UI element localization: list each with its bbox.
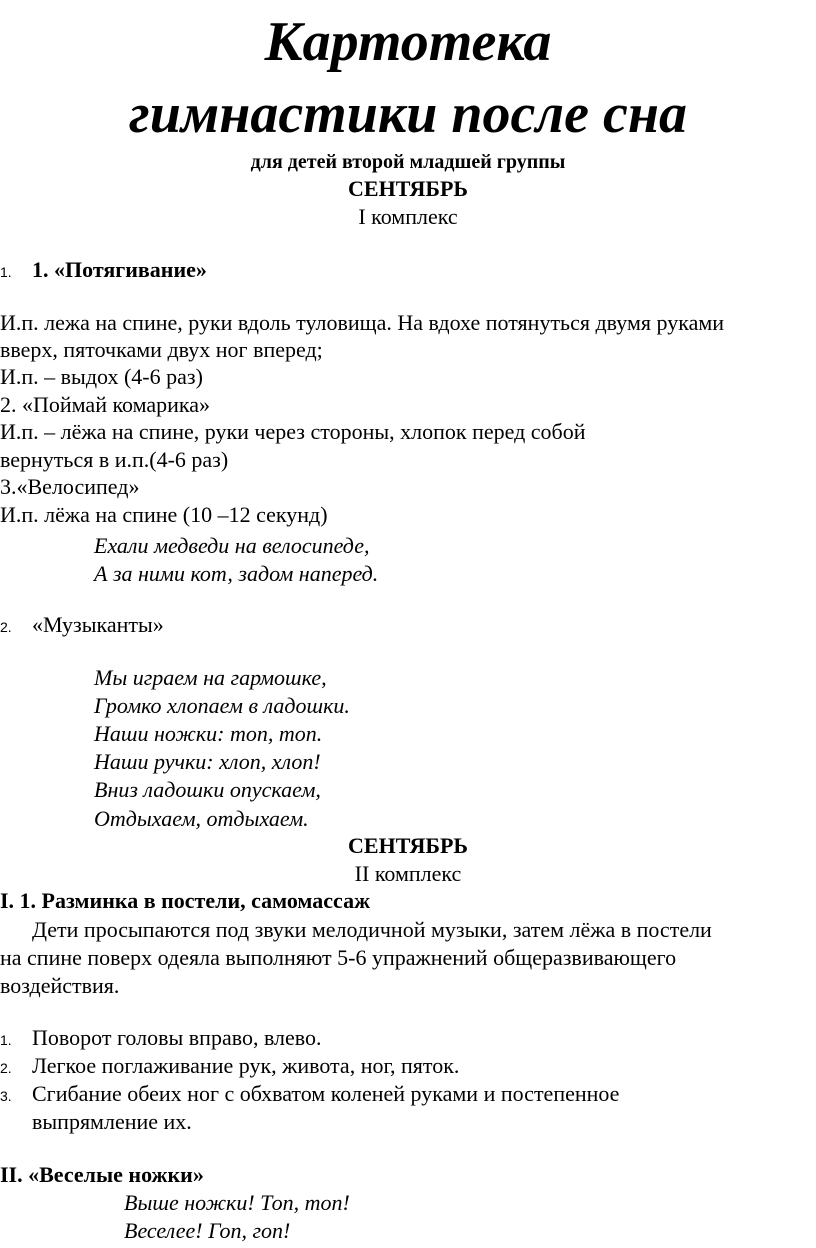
month-heading-1: СЕНТЯБРЬ [348, 176, 468, 201]
list-number: 3. [0, 1088, 12, 1104]
text-line: 2. «Поймай комарика» [0, 392, 211, 417]
text-line: И.п. – лёжа на спине, руки через стороны, хлопок перед собой [0, 419, 586, 444]
poem-line: Вниз ладошки опускаем, [94, 777, 321, 802]
list-number: 2. [0, 1060, 12, 1076]
list-number: 1. [0, 264, 12, 280]
complex-heading-1: I комплекс [358, 204, 458, 229]
month-heading-2: СЕНТЯБРЬ [348, 833, 468, 858]
paragraph-line: на спине поверх одеяла выполняют 5-6 упражнений общеразвивающего [0, 945, 677, 970]
poem-line: А за ними кот, задом наперед. [94, 561, 379, 586]
text-line: вернуться в и.п.(4-6 раз) [0, 447, 229, 472]
paragraph-line: Дети просыпаются под звуки мелодичной музыки, затем лёжа в постели [32, 917, 712, 942]
list-item-continuation: выпрямление их. [32, 1109, 192, 1134]
text-line: И.п. – выдох (4-6 раз) [0, 364, 203, 389]
list-number: 2. [0, 619, 12, 635]
document-title-line-2: гимнастики после сна [129, 83, 687, 145]
poem-line: Мы играем на гармошке, [94, 665, 327, 690]
poem-line: Веселее! Гоп, гоп! [124, 1218, 291, 1243]
text-line: вверх, пяточками двух ног вперед; [0, 337, 323, 362]
poem-line: Громко хлопаем в ладошки. [94, 693, 350, 718]
paragraph-line: воздействия. [0, 973, 120, 998]
document-subtitle: для детей второй младшей группы [250, 151, 566, 173]
list-item: Поворот головы вправо, влево. [32, 1025, 322, 1050]
list-item: Сгибание обеих ног с обхватом коленей руками и постепенное [32, 1081, 620, 1106]
document-title-line-1: Картотека [264, 11, 552, 73]
poem-line: Выше ножки! Топ, топ! [124, 1190, 350, 1215]
text-line: И.п. лежа на спине, руки вдоль туловища. На вдохе потянуться двумя руками [0, 310, 725, 335]
exercise-title: «Музыканты» [32, 612, 164, 637]
section-title: II. «Веселые ножки» [0, 1162, 204, 1187]
section-title: I. 1. Разминка в постели, самомассаж [0, 888, 371, 913]
poem-line: Отдыхаем, отдыхаем. [94, 806, 309, 831]
exercise-title: 1. «Потягивание» [32, 257, 207, 282]
complex-heading-2: II комплекс [354, 861, 462, 886]
poem-line: Наши ручки: хлоп, хлоп! [94, 749, 321, 774]
text-line: И.п. лёжа на спине (10 –12 секунд) [0, 502, 328, 527]
text-line: 3.«Велосипед» [0, 474, 140, 499]
poem-line: Ехали медведи на велосипеде, [94, 533, 370, 558]
list-number: 1. [0, 1032, 12, 1048]
list-item: Легкое поглаживание рук, живота, ног, пяток. [32, 1053, 460, 1078]
poem-line: Наши ножки: топ, топ. [94, 721, 323, 746]
